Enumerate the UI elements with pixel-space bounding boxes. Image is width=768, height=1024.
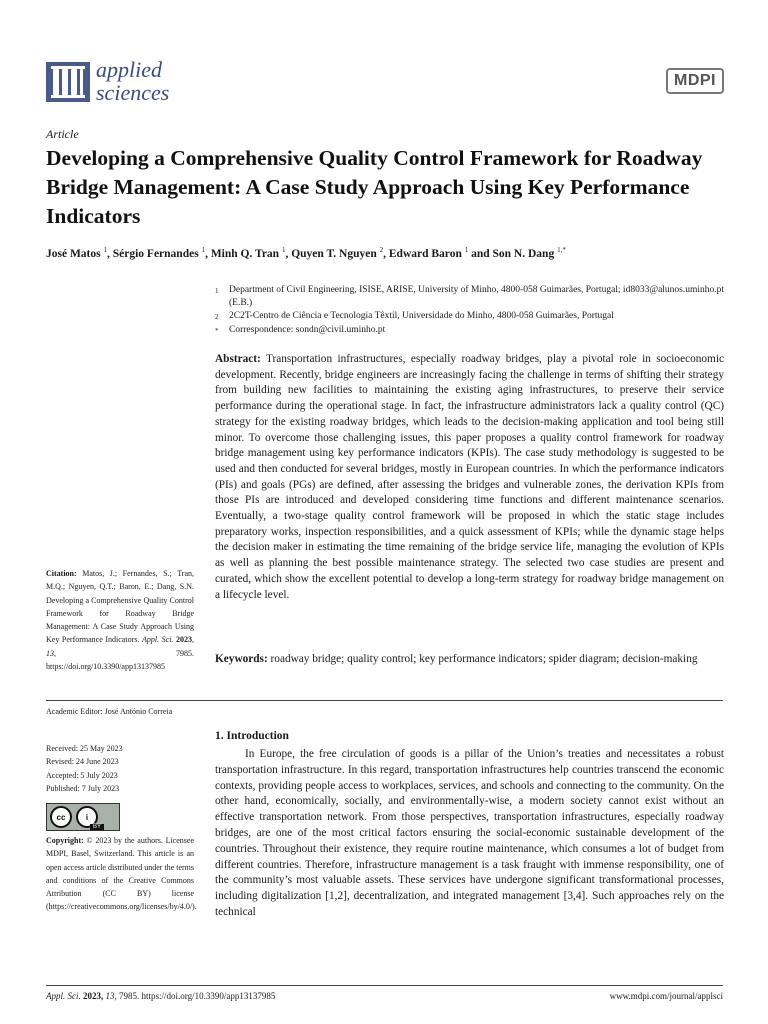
date-item: Received: 25 May 2023 [46,744,123,753]
citation-pages: 7985. [176,648,194,658]
author-name[interactable]: Son N. Dang $^{1,*}$ [492,246,566,260]
citation-label: Citation: [46,569,77,578]
article-title: Developing a Comprehensive Quality Control Framework for Roadway Bridge Management: A Case Study Approach Using Key Performance Indicators [46,146,703,228]
introduction-paragraph: In Europe, the free circulation of goods is a pillar of the Union’s treaties and necessitates a robust transportation infrastructure. In this regard, transportation infrastructures help countries transcend the economic contexts, providing people access to workplaces, services, and schools and connecting to the community. On the other hand, economically, socially, and environmentally-wise, a modern society cannot exist without an effective transportation network. From those perspectives, transportation infrastructures, especially roadway bridges, are one of the most critical factors ensuring the social-economic sustainable development of the countries. Throughout their existence, they require routine maintenance, which consumes a lot of budget from different countries. Therefore, infrastructure management is a task fraught with immense responsibility, one of the community’s most valuable assets. These services have undergone significant transformational processes, including digitalization [1,2], decentralization, and integrated management [3,4]. Such approaches rely on the technical [215,748,724,918]
affiliation-item [215,284,725,310]
academic-editor [46,705,194,718]
author-affiliation-mark: 1,* [557,246,566,254]
copyright-text: © 2023 by the authors. Licensee MDPI, Basel, Switzerland. This article is an open access article distributed under the terms and conditions of the Creative Commons Attribution (CC BY) license (https://creativecommons.org/licenses/by/4.0/). [46,836,197,912]
keywords-text: roadway bridge; quality control; key performance indicators; spider diagram; decision-making [270,653,698,665]
editor-label: Academic Editor: [46,707,103,716]
author-separator: , [205,247,211,260]
citation-journal: Appl. Sci. [141,635,174,645]
author-separator: , [107,247,113,260]
editor-name: José António Correia [104,707,173,716]
affiliations [215,284,725,338]
abstract-label: Abstract: [215,353,261,365]
author-name[interactable]: José Matos $^1$ [46,246,107,260]
article-type: Article [46,127,79,141]
affiliation-text: 2C2T-Centro de Ciência e Tecnologia Têxtil, Universidade do Minho, 4800-058 Guimarães, Portugal [229,311,614,321]
author-list [46,246,726,260]
publisher-logo-text: MDPI [666,68,724,94]
author-name[interactable]: Sérgio Fernandes $^1$ [112,246,206,260]
citation-year: 2023 [176,635,193,645]
attribution-icon: i [76,806,98,828]
author-name[interactable]: Minh Q. Tran $^1$ [210,246,286,260]
journal-logo [46,62,90,102]
author-separator: , [383,247,389,260]
cc-icon: cc [50,806,72,828]
affiliation-mark: 2 [215,313,219,321]
abstract-text: Transportation infrastructures, especially roadway bridges, play a pivotal role in socioeconomic development. Recently, bridge engineers are increasingly facing the challenge in terms of shifting their strategy from building new facilities to maintaining the existing aging infrastructures, to preserve their service performance during the operational stage. In fact, the infrastructure administrators lack a quality control (QC) strategy for the existing roadway bridges, which leads to the decision-making application and tool being still minor. To overcome those challenging issues, this paper proposes a quality control framework for roadway bridge management using key performance indicators (KPIs). The case study methodology is suggested to be used and then conducted for several bridges, mostly in European countries. In which the performance indicators (PIs) and goals (PGs) are defined, after assessing the bridges and vulnerable zones, the derivation KPIs from those PIs are introduced and developed considering time functions and different maintenance scenarios. Eventually, a two-stage quality control framework will be proposed in which the static stage includes preparatory works, inspection responsibilities, and a quick assessment of KPIs; while the dynamic stage helps the decision maker in estimating the time remaining of the bridge service life, managing the evolution of KPIs as well as planning the best possible maintenance strategy. The selected two case studies are present and curated, which show the excellent potential to develop a long-term strategy for roadway bridge management on a lifecycle level. [215,353,724,601]
affiliation-mark: * [215,327,219,335]
affiliation-mark: 1 [215,287,219,295]
section-divider [46,700,723,701]
citation-doi-link[interactable]: https://doi.org/10.3390/app13137985 [46,662,165,672]
keywords-label: Keywords: [215,653,268,665]
affiliation-text: Correspondence: sondn@civil.uminho.pt [229,325,386,335]
footer-doi[interactable]: 7985. https://doi.org/10.3390/app13137985 [119,991,276,1001]
author-name[interactable]: Quyen T. Nguyen $^2$ [291,246,384,260]
journal-name[interactable] [96,58,169,104]
license-badge-label: BY [90,824,104,830]
copyright-block [46,834,197,914]
author-affiliation-mark: 1 [464,246,469,254]
footer-citation [46,991,275,1001]
author-affiliation-mark: 1 [201,246,206,254]
affiliation-text: Department of Civil Engineering, ISISE, ARISE, University of Minho, 4800-058 Guimarães, Portugal; id8033@alunos.uminho.pt (E.B.) [229,285,725,308]
footer-journal-url[interactable]: www.mdpi.com/journal/applsci [609,991,723,1001]
footer-volume: 13, [105,991,117,1001]
copyright-label: Copyright: [46,836,84,845]
footer-journal: Appl. Sci. [46,991,81,1001]
keywords [215,652,724,668]
affiliation-item [215,324,725,338]
date-item: Published: 7 July 2023 [46,783,120,793]
author-separator: , [285,247,292,260]
date-item: Accepted: 5 July 2023 [46,770,118,780]
footer-year: 2023, [83,991,104,1001]
journal-name-line1: applied [96,57,162,82]
citation-text: Matos, J.; Fernandes, S.; Tran, M.Q.; Nguyen, Q.T.; Baron, E.; Dang, S.N. Developing a Comprehensive Quality Control Framework for Roadway Bridge Management: A Case Study Approach Using Key Performance Indicators. [46,569,195,645]
citation-volume: 13 [46,648,54,658]
author-separator: and [468,247,493,260]
footer-divider [46,985,723,986]
author-affiliation-mark: 1 [103,246,107,254]
citation-block: Citation: Matos, J.; Fernandes, S.; Tran, M.Q.; Nguyen, Q.T.; Baron, E.; Dang, S.N. Developing a Comprehensive Quality Control Framework for Roadway Bridge Management: A Case Study Approach Using Key Performance Indicators. Appl. Sci. 2023, 13, 7985. https://doi.org/10.3390/app13137985 [46,569,195,672]
publication-dates [46,742,194,795]
journal-name-line2: sciences [96,80,170,105]
section-heading: 1. Introduction [215,730,289,742]
author-name[interactable]: Edward Baron $^1$ [388,246,469,260]
affiliation-item [215,310,725,324]
author-affiliation-mark: 2 [379,246,384,254]
publisher-logo[interactable] [666,66,724,96]
date-item: Revised: 24 June 2023 [46,757,119,767]
cc-by-license-badge[interactable] [46,803,120,831]
author-affiliation-mark: 1 [281,246,286,254]
abstract [215,352,724,603]
